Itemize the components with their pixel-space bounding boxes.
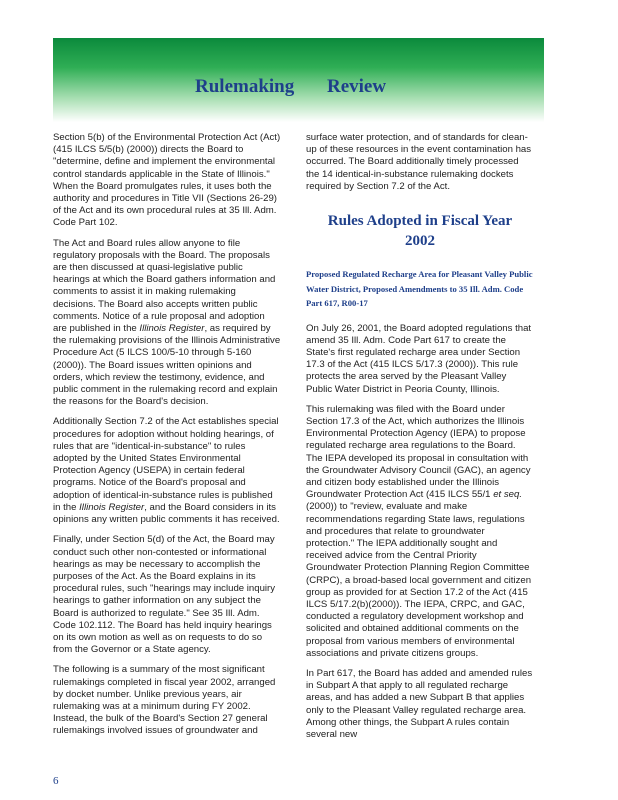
- paragraph: Section 5(b) of the Environmental Protection Act (Act) (415 ILCS 5/5(b) (2000)) directs the Board to "determine, define and implement the environmental control standards applicable in the State of Illinois." When the Board promulgates rules, it uses both the authority and procedures in Title VII (Sections 26-29) of the Act and its own procedural rules at 35 Ill. Adm. Code Part 102.: [53, 132, 281, 229]
- right-column: [306, 132, 534, 749]
- page-title-part-2: Review: [327, 76, 387, 97]
- page-number: 6: [53, 775, 59, 787]
- paragraph: The following is a summary of the most significant rulemakings completed in fiscal year 2002, arranged by docket number. Unlike previous years, air rulemaking was at a minimum during FY 2002. Instead, the bulk of the Board's Section 27 general rulemakings involved issues of groundwater and: [53, 664, 276, 737]
- section-heading: [306, 211, 534, 251]
- section-heading-line-1: Rules Adopted in Fiscal Year: [327, 213, 513, 230]
- paragraph: surface water protection, and of standards for clean-up of these resources in the event contamination has occurred. The Board additionally timely processed the 14 identical-in-substance rulemaking dockets required by Section 7.2 of the Act.: [306, 132, 532, 192]
- page-title: [53, 76, 544, 106]
- left-column: [53, 132, 281, 746]
- paragraph: The Act and Board rules allow anyone to file regulatory proposals with the Board. The proposals are then discussed at quasi-legislative public hearings at which the Board gathers information and comments to assist it in making rulemaking decisions. The Board also accepts written public comments. Notice of a rule proposal and adoption are published in the Illinois Register, as required by the rulemaking provisions of the Illinois Administrative Procedure Act (5 ILCS 100/5-10 through 5-160 (2000)). The Board issues written opinions and orders, which review the testimony, evidence, and public comment in the rulemaking record and explain the reasons for the Board's decision.: [53, 237, 281, 408]
- paragraph: Additionally Section 7.2 of the Act establishes special procedures for adoption without holding hearings, of rules that are "identical-in-substance" to rules adopted by the United States Environmental Protection Agency (USEPA) in certain federal programs. Notice of the Board's proposal and adoption of identical-in-substance rules is published in the Illinois Register, and the Board considers in its opinions any written public comments it has received.: [53, 416, 280, 526]
- paragraph: This rulemaking was filed with the Board under Section 17.3 of the Act, which authorizes the Illinois Environmental Protection Agency (IEPA) to propose regulated recharge area regulations to the Board. The IEPA developed its proposal in consultation with the Groundwater Advisory Council (GAC), an agency and citizen body established under the Illinois Groundwater Protection Act (415 ILCS 55/1 et seq. (2000)) to "review, evaluate and make recommendations regarding State laws, regulations and procedures that relate to groundwater protection." The IEPA additionally sought and received advice from the Central Priority Groundwater Protection Planning Region Committee (CRPC), a broad-based local government and citizen group as provided for at Section 17.2 of the Act (415 ILCS 5/17.2(b)(2000)). The IEPA, CRPC, and GAC, conducted a regulatory development workshop and solicited and obtained additional comments on the proposal from various members of environmental associations and private citizens groups.: [306, 403, 532, 659]
- paragraph: Finally, under Section 5(d) of the Act, the Board may conduct such other non-contested or informational hearings as may be necessary to accomplish the purposes of the Act. As the Board explains in its procedural rules, such "hearings may include inquiry hearings to gather information on any subject the Board is authorized to regulate." See 35 Ill. Adm. Code 102.112. The Board has held inquiry hearings on its own motion as well as on requests to do so from the Governor or a State agency.: [53, 534, 276, 656]
- section-heading-line-2: 2002: [405, 233, 435, 250]
- paragraph: On July 26, 2001, the Board adopted regulations that amend 35 Ill. Adm. Code Part 617 to create the State's first regulated recharge area under Section 17.3 of the Act (415 ILCS 5/17.3 (2000)). This rule protects the area served by the Pleasant Valley Public Water District in Peoria County, Illinois.: [306, 322, 532, 395]
- page-title-part-1: Rulemaking: [195, 76, 295, 97]
- rulemaking-subheading: Proposed Regulated Recharge Area for Pleasant Valley Public Water District, Proposed Amendments to 35 Ill. Adm. Code Part 617, R00-17: [306, 269, 533, 309]
- paragraph: In Part 617, the Board has added and amended rules in Subpart A that apply to all regulated recharge areas, and has added a new Subpart B that applies only to the Pleasant Valley regulated recharge area. Among other things, the Subpart A rules contain several new: [306, 668, 533, 741]
